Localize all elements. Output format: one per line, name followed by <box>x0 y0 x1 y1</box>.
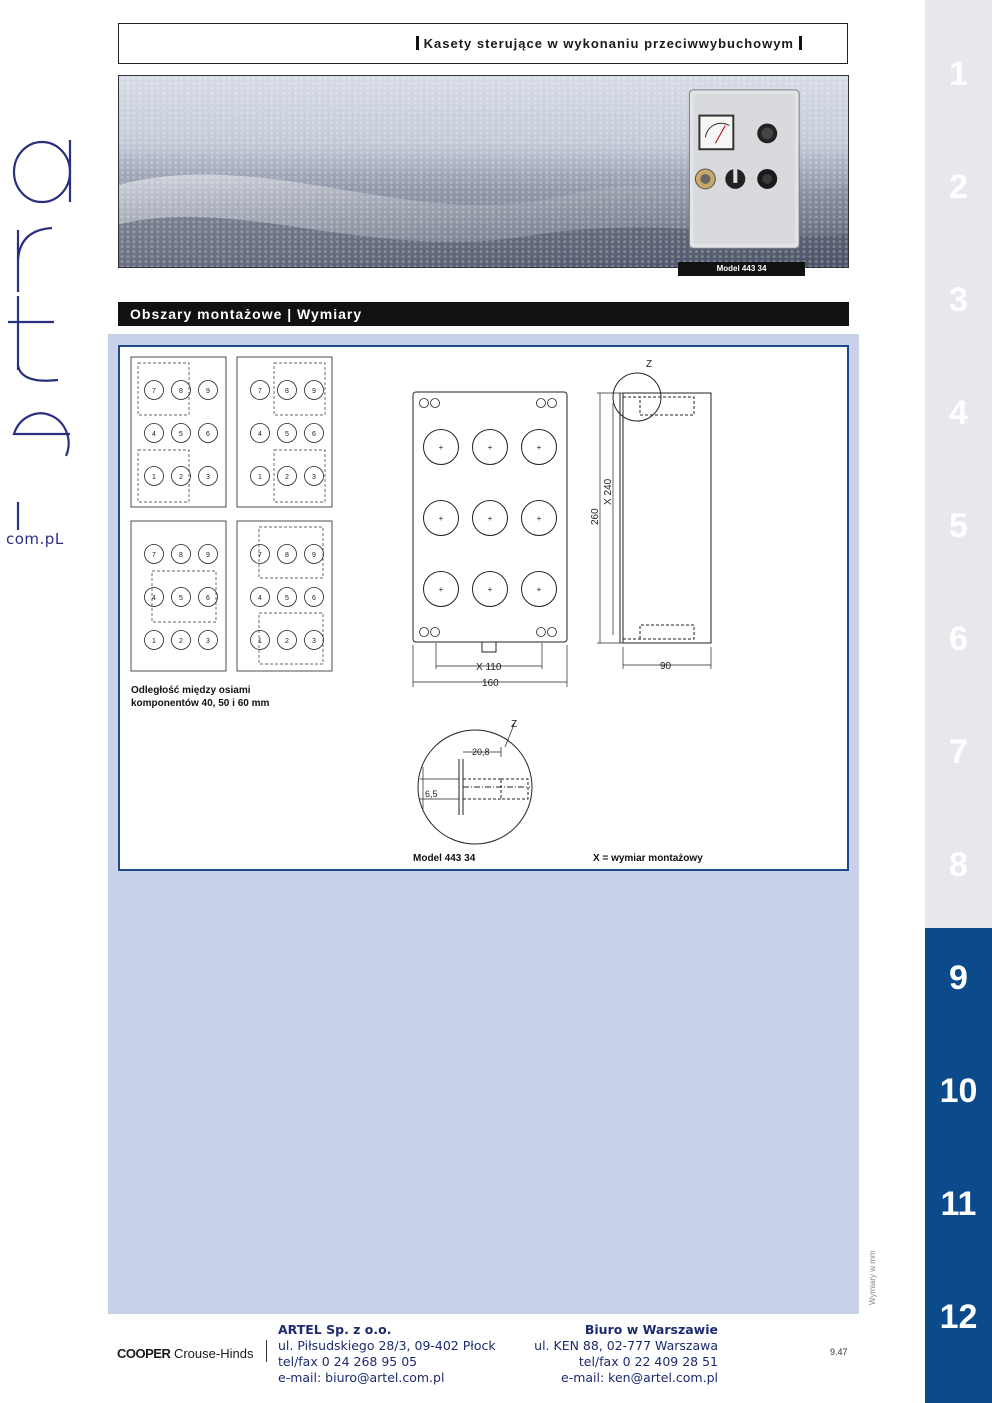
dimension-6-5: 6,5 <box>425 789 438 799</box>
cooper-crouse-hinds-logo <box>117 1346 253 1361</box>
office-street: ul. KEN 88, 02-777 Warszawa <box>534 1338 718 1353</box>
tab-4[interactable]: 4 <box>949 394 968 432</box>
logo-domain-text: com.pL <box>6 530 64 548</box>
brand-bold: COOPER <box>117 1346 171 1361</box>
layout-position-number: 8 <box>179 388 183 395</box>
layout-position-number: 3 <box>206 638 210 645</box>
layout-position-number: 1 <box>258 638 262 645</box>
layout-position-number: 7 <box>258 552 262 559</box>
control-box-photo <box>689 90 799 248</box>
tab-7[interactable]: 7 <box>949 733 968 771</box>
tab-2[interactable]: 2 <box>949 168 968 206</box>
page-number: 9.47 <box>830 1347 848 1357</box>
dimension-160: 160 <box>482 678 499 689</box>
brand-rest: Crouse-Hinds <box>173 1346 254 1361</box>
tab-8[interactable]: 8 <box>949 846 968 884</box>
layout-position-number: 9 <box>312 388 316 395</box>
front-button-center-mark: + <box>487 443 493 452</box>
tab-11[interactable]: 11 <box>940 1185 977 1223</box>
banner-image <box>118 75 849 268</box>
layout-position-number: 9 <box>206 388 210 395</box>
dimension-90: 90 <box>660 661 672 672</box>
layout-position-number: 5 <box>179 595 183 602</box>
layout-position-number: 4 <box>152 595 156 602</box>
office-name: Biuro w Warszawie <box>584 1322 718 1337</box>
dimension-x110: X 110 <box>476 662 502 673</box>
layout-position-number: 1 <box>152 638 156 645</box>
front-button-center-mark: + <box>536 443 542 452</box>
header-box <box>118 23 848 64</box>
legend-caption: X = wymiar montażowy <box>593 853 703 864</box>
layout-position-number: 2 <box>179 474 183 481</box>
tab-1[interactable]: 1 <box>949 55 968 93</box>
detail-z-view <box>418 722 532 844</box>
company-address <box>278 1322 496 1386</box>
layout-position-number: 8 <box>179 552 183 559</box>
banner-model-tag: Model 443 34 <box>678 262 805 276</box>
front-button-center-mark: + <box>438 585 444 594</box>
section-title: Obszary montażowe | Wymiary <box>118 302 849 326</box>
units-note: Wymiary w mm <box>868 1250 877 1305</box>
layout-position-number: 6 <box>206 595 210 602</box>
tab-3[interactable]: 3 <box>949 281 968 319</box>
layout-position-number: 3 <box>312 638 316 645</box>
dimension-260: 260 <box>590 508 601 525</box>
company-email[interactable]: e-mail: biuro@artel.com.pl <box>278 1370 445 1385</box>
layout-position-number: 7 <box>152 552 156 559</box>
layout-position-number: 2 <box>285 638 289 645</box>
technical-drawings <box>120 347 847 869</box>
layout-position-number: 5 <box>285 431 289 438</box>
layout-position-number: 4 <box>258 431 262 438</box>
company-phone: tel/fax 0 24 268 95 05 <box>278 1354 418 1369</box>
front-button-center-mark: + <box>487 514 493 523</box>
detail-marker-z: Z <box>646 359 653 370</box>
layout-caption-line1: Odległość między osiami <box>131 685 251 696</box>
header-title: Kasety sterujące w wykonaniu przeciwwybuchowym <box>411 36 807 51</box>
layout-position-number: 4 <box>152 431 156 438</box>
layout-position-number: 2 <box>179 638 183 645</box>
layout-position-number: 6 <box>312 431 316 438</box>
layout-component-positions <box>145 381 324 650</box>
office-email[interactable]: e-mail: ken@artel.com.pl <box>561 1370 718 1385</box>
tab-5[interactable]: 5 <box>949 507 968 545</box>
detail-label-z: Z <box>511 719 518 730</box>
layout-position-number: 1 <box>152 474 156 481</box>
mesh-texture <box>119 76 848 267</box>
layout-position-number: 9 <box>312 552 316 559</box>
technical-drawing-frame <box>118 345 849 871</box>
layout-position-number: 9 <box>206 552 210 559</box>
layout-position-number: 1 <box>258 474 262 481</box>
footer-divider <box>266 1340 267 1362</box>
front-button-center-mark: + <box>536 514 542 523</box>
chapter-tabs <box>925 0 992 1403</box>
model-caption: Model 443 34 <box>413 853 476 864</box>
front-button-center-mark: + <box>536 585 542 594</box>
dimension-20-8: 20,8 <box>472 747 490 757</box>
layout-position-number: 7 <box>152 388 156 395</box>
layout-position-number: 6 <box>312 595 316 602</box>
layout-position-number: 6 <box>206 431 210 438</box>
layout-position-number: 5 <box>179 431 183 438</box>
artel-logo <box>4 60 84 530</box>
company-name: ARTEL Sp. z o.o. <box>278 1322 392 1337</box>
office-address <box>520 1322 718 1386</box>
front-button-center-mark: + <box>487 585 493 594</box>
office-phone: tel/fax 0 22 409 28 51 <box>578 1354 718 1369</box>
layout-position-number: 3 <box>206 474 210 481</box>
layout-position-number: 8 <box>285 388 289 395</box>
tab-12[interactable]: 12 <box>939 1298 978 1336</box>
layout-position-number: 3 <box>312 474 316 481</box>
dimension-x240: X 240 <box>603 478 614 505</box>
logo-wordmark: artel <box>4 60 6 61</box>
tab-6[interactable]: 6 <box>949 620 968 658</box>
side-view <box>613 373 711 643</box>
layout-position-number: 2 <box>285 474 289 481</box>
tab-9[interactable]: 9 <box>949 959 968 997</box>
layout-position-number: 5 <box>285 595 289 602</box>
tab-10[interactable]: 10 <box>939 1072 978 1110</box>
front-button-center-mark: + <box>438 514 444 523</box>
layout-position-number: 8 <box>285 552 289 559</box>
front-view-buttons <box>424 430 557 607</box>
layout-position-number: 7 <box>258 388 262 395</box>
layout-position-number: 4 <box>258 595 262 602</box>
company-street: ul. Piłsudskiego 28/3, 09-402 Płock <box>278 1338 496 1353</box>
layout-caption-line2: komponentów 40, 50 i 60 mm <box>131 698 270 709</box>
front-button-center-mark: + <box>438 443 444 452</box>
